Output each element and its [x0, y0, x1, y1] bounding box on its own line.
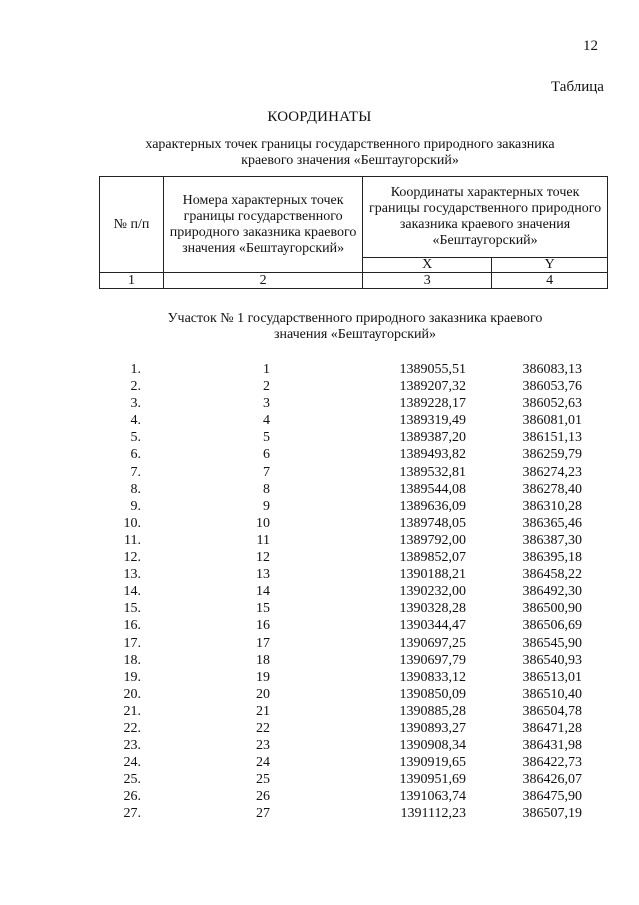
- row-y-coordinate: 386151,13: [522, 430, 582, 446]
- table-row: [0, 378, 639, 395]
- row-index: 24.: [123, 755, 141, 771]
- row-point-number: 23: [256, 738, 270, 754]
- row-y-coordinate: 386475,90: [522, 789, 582, 805]
- row-x-coordinate: 1389748,05: [399, 515, 466, 531]
- row-index: 21.: [123, 703, 141, 719]
- row-point-number: 25: [256, 772, 270, 788]
- row-y-coordinate: 386500,90: [522, 601, 582, 617]
- row-index: 4.: [130, 413, 141, 429]
- row-x-coordinate: 1389544,08: [399, 481, 466, 497]
- table-row: [0, 361, 639, 378]
- table-row: [0, 481, 639, 498]
- row-y-coordinate: 386259,79: [522, 447, 582, 463]
- row-point-number: 27: [256, 806, 270, 822]
- row-index: 8.: [130, 481, 141, 497]
- header-col-points: Номера характерных точек границы государственного природного заказника краевого значения «Бештаугорский»: [164, 177, 363, 273]
- row-index: 17.: [123, 635, 141, 651]
- row-point-number: 21: [256, 703, 270, 719]
- coordinate-list: [0, 361, 639, 823]
- row-y-coordinate: 386278,40: [522, 481, 582, 497]
- row-y-coordinate: 386052,63: [522, 396, 582, 412]
- row-point-number: 9: [263, 498, 270, 514]
- table-row: [0, 549, 639, 566]
- row-x-coordinate: 1390344,47: [399, 618, 466, 634]
- row-index: 15.: [123, 601, 141, 617]
- row-index: 25.: [123, 772, 141, 788]
- row-index: 19.: [123, 669, 141, 685]
- table-row: [0, 498, 639, 515]
- row-point-number: 4: [263, 413, 270, 429]
- row-point-number: 5: [263, 430, 270, 446]
- row-x-coordinate: 1389532,81: [399, 464, 466, 480]
- table-row: [0, 669, 639, 686]
- table-row: [0, 600, 639, 617]
- table-row: [0, 429, 639, 446]
- row-point-number: 17: [256, 635, 270, 651]
- row-point-number: 20: [256, 686, 270, 702]
- table-row: [0, 532, 639, 549]
- row-index: 23.: [123, 738, 141, 754]
- row-y-coordinate: 386365,46: [522, 515, 582, 531]
- row-y-coordinate: 386506,69: [522, 618, 582, 634]
- row-y-coordinate: 386053,76: [522, 379, 582, 395]
- row-y-coordinate: 386426,07: [522, 772, 582, 788]
- document-subtitle: характерных точек границы государственного природного заказника краевого значения «Бештаугорский»: [145, 137, 555, 168]
- column-number-3: 3: [363, 273, 492, 289]
- row-point-number: 22: [256, 720, 270, 736]
- row-y-coordinate: 386083,13: [522, 362, 582, 377]
- row-x-coordinate: 1390232,00: [399, 584, 466, 600]
- table-row: [0, 515, 639, 532]
- row-y-coordinate: 386507,19: [522, 806, 582, 822]
- row-index: 9.: [130, 498, 141, 514]
- table-row: [0, 788, 639, 805]
- row-point-number: 3: [263, 396, 270, 412]
- table-row: [0, 412, 639, 429]
- table-row: [0, 446, 639, 463]
- row-x-coordinate: 1389055,51: [399, 362, 466, 377]
- header-col-coordinates: Координаты характерных точек границы государственного природного заказника краевого значения «Бештаугорский»: [363, 177, 608, 258]
- row-x-coordinate: 1390908,34: [399, 738, 466, 754]
- row-x-coordinate: 1390188,21: [399, 567, 466, 583]
- row-x-coordinate: 1390328,28: [399, 601, 466, 617]
- row-index: 18.: [123, 652, 141, 668]
- row-x-coordinate: 1389319,49: [399, 413, 466, 429]
- row-x-coordinate: 1391063,74: [399, 789, 466, 805]
- row-index: 11.: [124, 532, 141, 548]
- row-point-number: 19: [256, 669, 270, 685]
- row-x-coordinate: 1389207,32: [399, 379, 466, 395]
- row-index: 6.: [130, 447, 141, 463]
- table-row: [0, 395, 639, 412]
- row-point-number: 15: [256, 601, 270, 617]
- table-row: [0, 566, 639, 583]
- row-index: 16.: [123, 618, 141, 634]
- row-y-coordinate: 386492,30: [522, 584, 582, 600]
- row-point-number: 16: [256, 618, 270, 634]
- row-index: 7.: [130, 464, 141, 480]
- row-index: 14.: [123, 584, 141, 600]
- row-point-number: 7: [263, 464, 270, 480]
- table-row: [0, 686, 639, 703]
- row-index: 13.: [123, 567, 141, 583]
- column-number-4: 4: [492, 273, 608, 289]
- row-point-number: 10: [256, 515, 270, 531]
- row-point-number: 2: [263, 379, 270, 395]
- row-index: 1.: [130, 362, 141, 377]
- column-number-1: 1: [100, 273, 164, 289]
- row-y-coordinate: 386274,23: [522, 464, 582, 480]
- row-point-number: 6: [263, 447, 270, 463]
- header-table: [99, 176, 608, 289]
- row-index: 22.: [123, 720, 141, 736]
- row-point-number: 13: [256, 567, 270, 583]
- row-y-coordinate: 386545,90: [522, 635, 582, 651]
- row-y-coordinate: 386431,98: [522, 738, 582, 754]
- header-col-y: Y: [492, 258, 608, 273]
- header-col-number: № п/п: [100, 177, 164, 273]
- row-y-coordinate: 386510,40: [522, 686, 582, 702]
- row-point-number: 11: [256, 532, 270, 548]
- row-x-coordinate: 1389387,20: [399, 430, 466, 446]
- row-y-coordinate: 386422,73: [522, 755, 582, 771]
- table-row: [0, 737, 639, 754]
- row-x-coordinate: 1390951,69: [399, 772, 466, 788]
- row-y-coordinate: 386458,22: [522, 567, 582, 583]
- page-number: 12: [583, 38, 598, 54]
- row-x-coordinate: 1390697,25: [399, 635, 466, 651]
- table-row: [0, 464, 639, 481]
- header-col-x: X: [363, 258, 492, 273]
- row-index: 20.: [123, 686, 141, 702]
- row-x-coordinate: 1389228,17: [399, 396, 466, 412]
- row-index: 2.: [130, 379, 141, 395]
- row-index: 5.: [130, 430, 141, 446]
- row-point-number: 8: [263, 481, 270, 497]
- row-point-number: 24: [256, 755, 270, 771]
- row-index: 10.: [123, 515, 141, 531]
- row-x-coordinate: 1390850,09: [399, 686, 466, 702]
- table-row: [0, 635, 639, 652]
- row-y-coordinate: 386471,28: [522, 720, 582, 736]
- row-x-coordinate: 1390919,65: [399, 755, 466, 771]
- row-x-coordinate: 1390893,27: [399, 720, 466, 736]
- table-row: [0, 720, 639, 737]
- row-index: 27.: [123, 806, 141, 822]
- table-row: [0, 754, 639, 771]
- table-row: [0, 771, 639, 788]
- row-x-coordinate: 1390833,12: [399, 669, 466, 685]
- row-x-coordinate: 1389493,82: [399, 447, 466, 463]
- row-y-coordinate: 386540,93: [522, 652, 582, 668]
- row-y-coordinate: 386513,01: [522, 669, 582, 685]
- row-y-coordinate: 386310,28: [522, 498, 582, 514]
- row-y-coordinate: 386081,01: [522, 413, 582, 429]
- table-row: [0, 583, 639, 600]
- row-x-coordinate: 1390885,28: [399, 703, 466, 719]
- row-y-coordinate: 386387,30: [522, 532, 582, 548]
- row-point-number: 1: [263, 362, 270, 377]
- row-index: 3.: [130, 396, 141, 412]
- document-title: КООРДИНАТЫ: [267, 109, 372, 125]
- row-point-number: 12: [256, 550, 270, 566]
- row-x-coordinate: 1390697,79: [399, 652, 466, 668]
- row-x-coordinate: 1389636,09: [399, 498, 466, 514]
- row-point-number: 26: [256, 789, 270, 805]
- row-index: 26.: [123, 789, 141, 805]
- row-y-coordinate: 386504,78: [522, 703, 582, 719]
- row-x-coordinate: 1391112,23: [400, 806, 466, 822]
- row-point-number: 14: [256, 584, 270, 600]
- row-point-number: 18: [256, 652, 270, 668]
- row-y-coordinate: 386395,18: [522, 550, 582, 566]
- table-row: [0, 703, 639, 720]
- table-row: [0, 652, 639, 669]
- table-row: [0, 805, 639, 822]
- row-x-coordinate: 1389852,07: [399, 550, 466, 566]
- table-row: [0, 617, 639, 634]
- row-x-coordinate: 1389792,00: [399, 532, 466, 548]
- table-label: Таблица: [551, 79, 604, 95]
- row-index: 12.: [123, 550, 141, 566]
- section-title: Участок № 1 государственного природного заказника краевого значения «Бештаугорский»: [167, 311, 543, 342]
- column-number-2: 2: [164, 273, 363, 289]
